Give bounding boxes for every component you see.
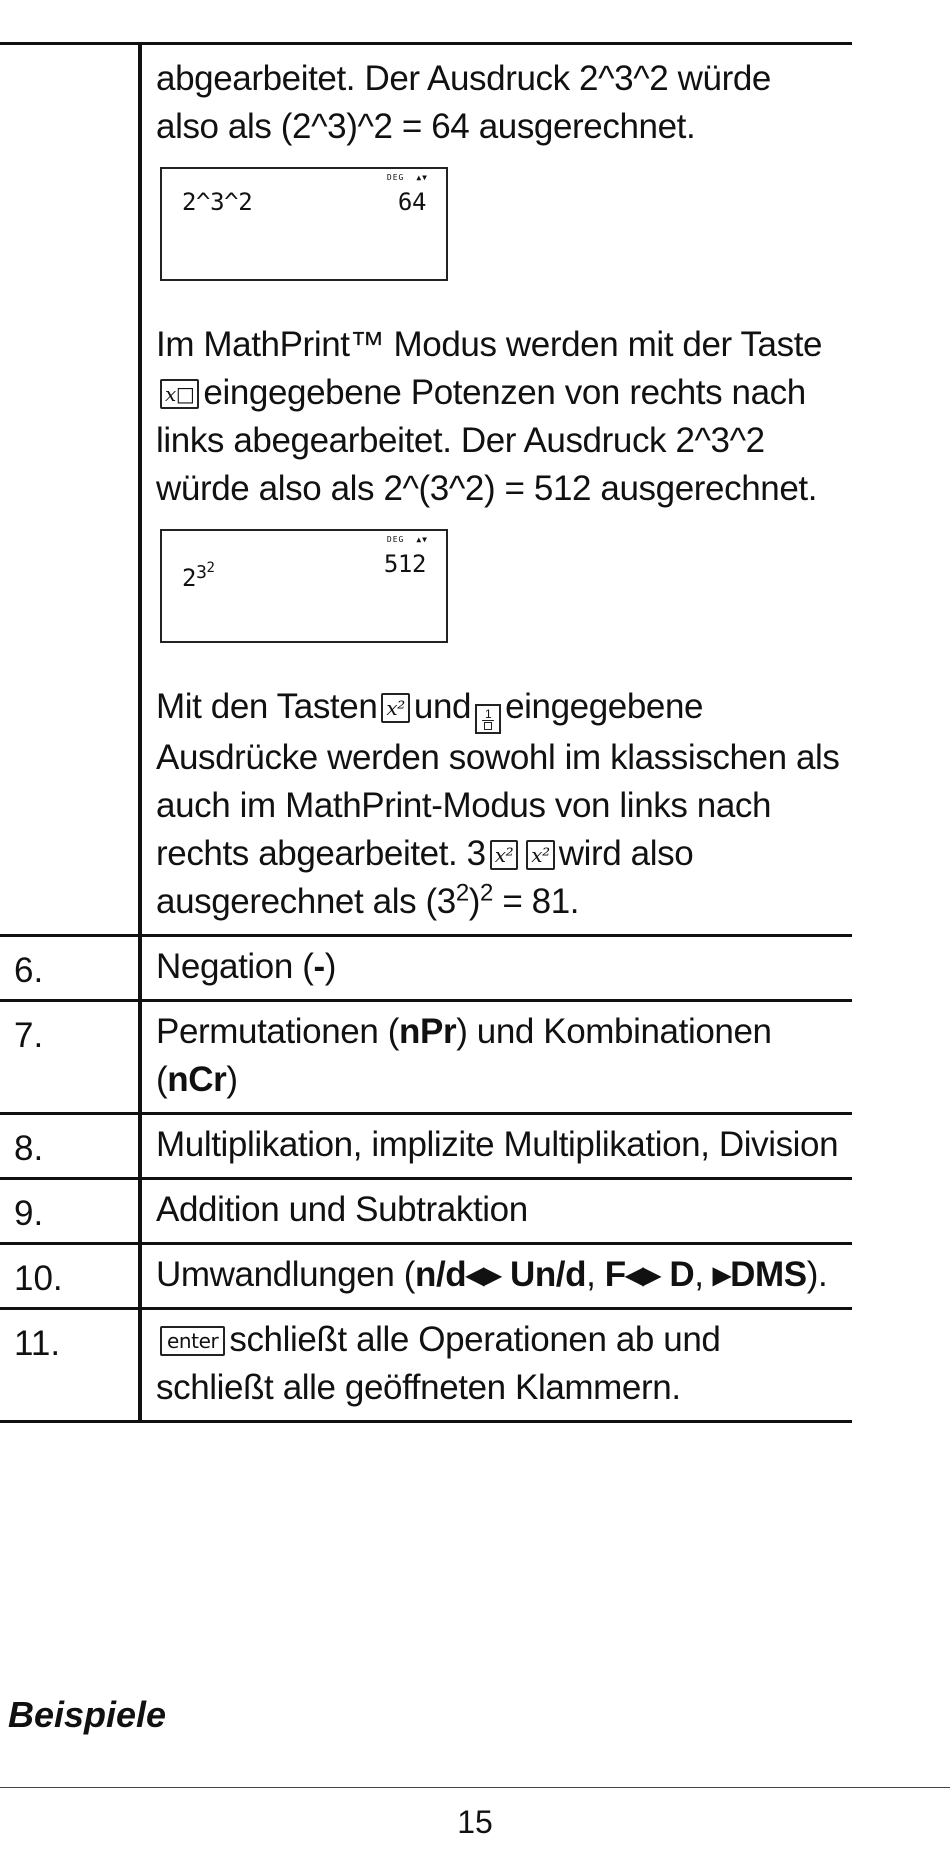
row-description: Negation (-): [156, 947, 337, 986]
expression-exponent: 3: [196, 562, 207, 583]
paragraph-left-to-right: Mit den Tasten x² und 1 eingegebene Ausdrücke werden sowohl im klassischen als auch im MathPrint-Modus von links nach rechts abgearbeitet. 3 x² x² wird also ausgerechnet als $(3^2)^2 = 81$.: [156, 687, 840, 921]
scroll-arrows-icon: ▲▼: [416, 535, 428, 544]
row-number: 6.: [0, 937, 142, 999]
table-row-6: [0, 934, 852, 999]
footer-divider: [0, 1787, 950, 1788]
row-description: enter schließt alle Operationen ab und schließt alle geöffneten Klammern.: [156, 1320, 721, 1407]
calculator-screen-mathprint: [160, 529, 448, 643]
deg-indicator: DEG: [386, 535, 405, 544]
table-row-8: [0, 1112, 852, 1177]
row-description: Addition und Subtraktion: [156, 1190, 528, 1229]
paragraph-classic-mode: abgearbeitet. Der Ausdruck 2^3^2 würde also als (2^3)^2 = 64 ausgerechnet.: [156, 59, 771, 146]
table-row-10: [0, 1242, 852, 1307]
expression-exponent-2: 2: [206, 560, 215, 576]
screen-result: 64: [397, 188, 426, 216]
row-number: 9.: [0, 1180, 142, 1242]
square-key-icon: x²: [490, 840, 519, 870]
negation-symbol: -: [313, 947, 325, 986]
power-key-icon: x□: [160, 379, 199, 409]
deg-indicator: DEG: [386, 173, 405, 182]
table-row-7: [0, 999, 852, 1112]
enter-key-icon: enter: [160, 1326, 225, 1356]
paragraph-mathprint-mode: Im MathPrint™ Modus werden mit der Tastex□ eingegebene Potenzen von rechts nach links abegearbeitet. Der Ausdruck 2^3^2 würde also als 2^(3^2) = 512 ausgerechnet.: [156, 325, 823, 508]
screen-expression: 2^3^2: [182, 188, 253, 216]
row-description: Permutationen (nPr) und Kombinationen (nCr): [156, 1012, 772, 1099]
page-number: 15: [457, 1804, 493, 1840]
table-row-9: [0, 1177, 852, 1242]
scroll-arrows-icon: ▲▼: [416, 173, 428, 182]
screen-expression: [182, 560, 215, 595]
precedence-table: [0, 42, 852, 1423]
table-row-11: [0, 1307, 852, 1420]
row-number: 10.: [0, 1245, 142, 1307]
calculator-screen-classic: [160, 167, 448, 281]
row-number: 11.: [0, 1310, 142, 1420]
section-heading: Beispiele: [8, 1694, 167, 1735]
screen-result: 512: [383, 550, 426, 578]
row-number: [0, 45, 142, 934]
row-description: Umwandlungen (n/d◂▸ Un/d, F◂▸ D, ▸DMS).: [156, 1255, 828, 1294]
screen-indicators: [387, 173, 428, 183]
table-row-5-continued: [0, 45, 852, 934]
square-key-icon: x²: [526, 840, 555, 870]
expression-base: 2: [182, 564, 197, 592]
row-description: Multiplikation, implizite Multiplikation, Division: [156, 1125, 839, 1164]
row-description: [142, 45, 852, 934]
fraction-key-icon: 1: [475, 704, 501, 734]
row-number: 8.: [0, 1115, 142, 1177]
row-number: 7.: [0, 1002, 142, 1112]
screen-indicators: [387, 535, 428, 545]
square-key-icon: x²: [381, 693, 410, 723]
